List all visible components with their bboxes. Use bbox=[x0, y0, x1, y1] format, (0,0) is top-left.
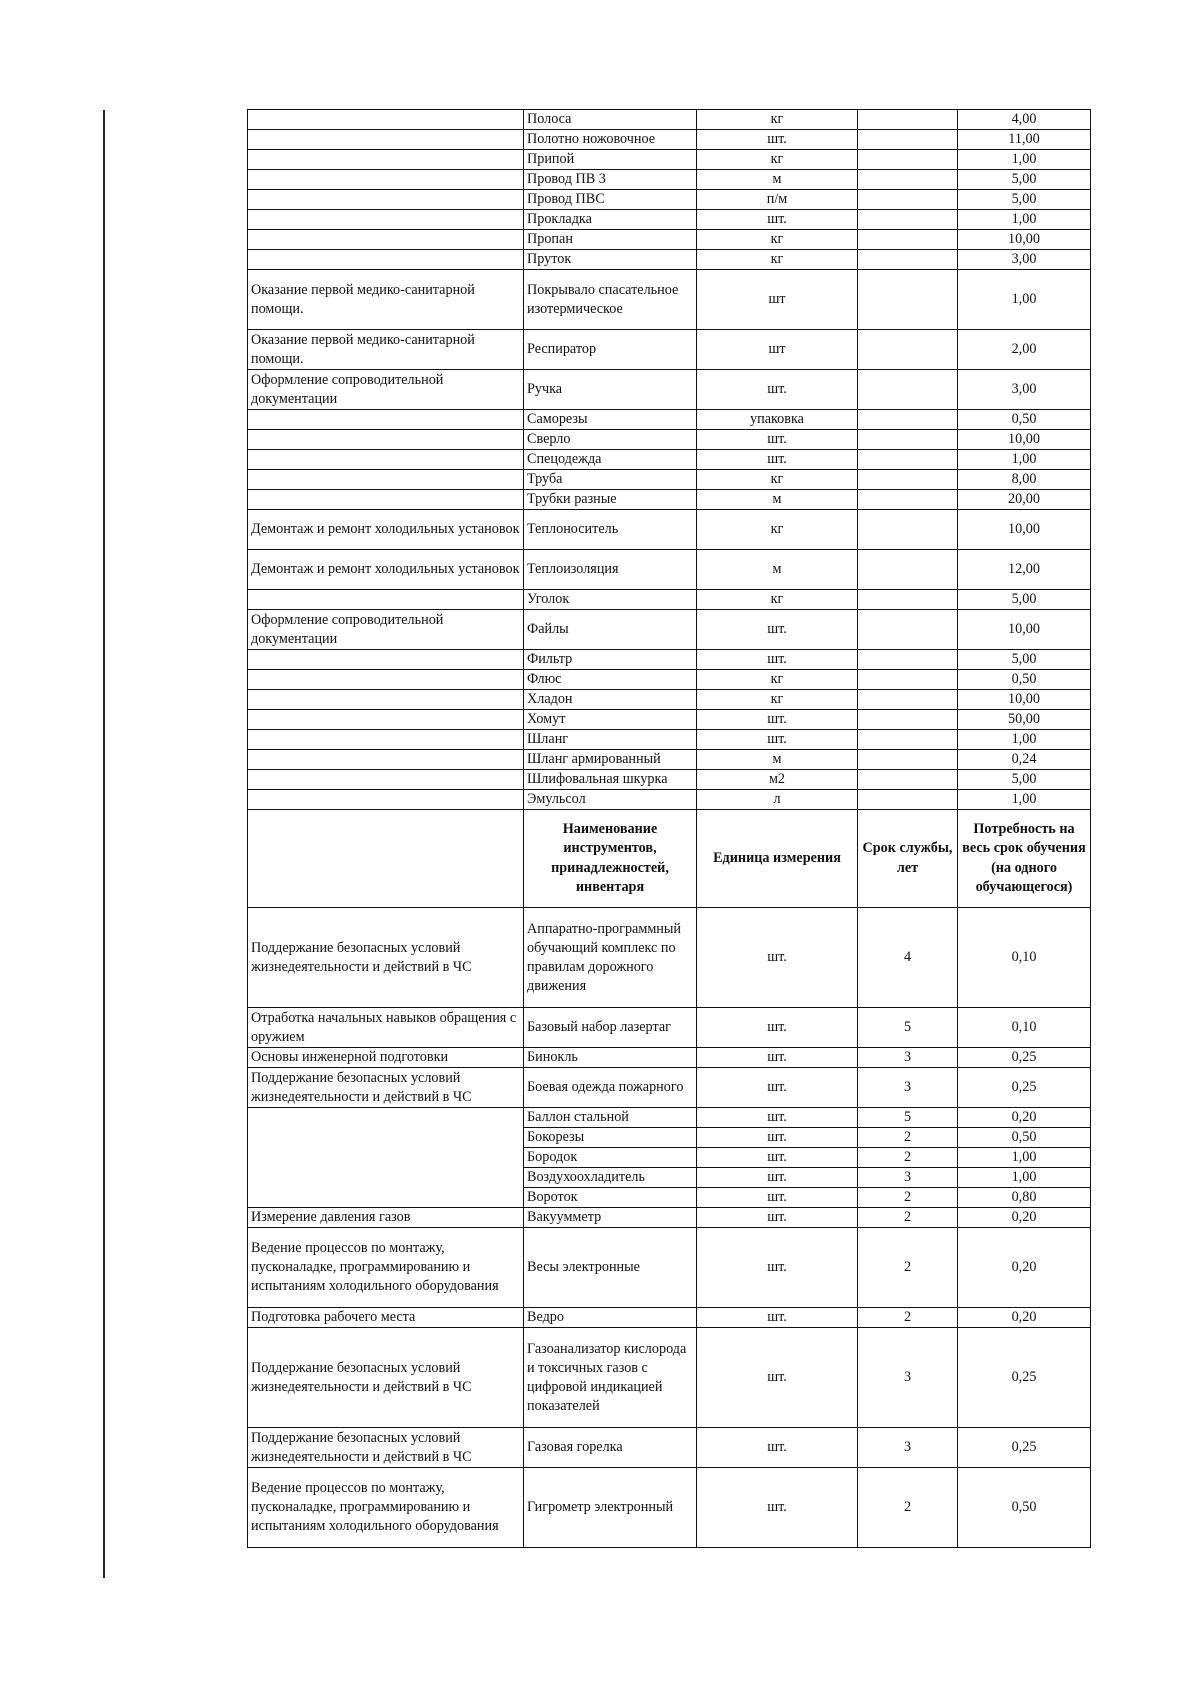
unit-cell: шт. bbox=[697, 1188, 858, 1208]
unit-cell: шт. bbox=[697, 710, 858, 730]
item-name-cell: Респиратор bbox=[524, 330, 697, 370]
unit-cell: шт. bbox=[697, 370, 858, 410]
section-cell: Отработка начальных навыков обращения с оружием bbox=[248, 1008, 524, 1048]
table-row bbox=[248, 250, 1091, 270]
item-name-cell: Хладон bbox=[524, 690, 697, 710]
item-name-cell: Полотно ножовочное bbox=[524, 130, 697, 150]
service-life-cell bbox=[858, 590, 958, 610]
unit-cell: м bbox=[697, 170, 858, 190]
item-name-cell: Эмульсол bbox=[524, 790, 697, 810]
section-cell bbox=[248, 150, 524, 170]
unit-cell: шт. bbox=[697, 650, 858, 670]
quantity-cell: 0,25 bbox=[958, 1068, 1091, 1108]
table-row bbox=[248, 150, 1091, 170]
header-quantity-cell: Потребность на весь срок обучения (на одного обучающегося) bbox=[958, 810, 1091, 908]
header-service-life-cell: Срок службы, лет bbox=[858, 810, 958, 908]
service-life-cell: 5 bbox=[858, 1108, 958, 1128]
item-name-cell: Провод ПВ 3 bbox=[524, 170, 697, 190]
service-life-cell: 4 bbox=[858, 908, 958, 1008]
section-cell: Ведение процессов по монтажу, пусконаладке, программированию и испытаниям холодильного оборудования bbox=[248, 1468, 524, 1548]
unit-cell: м bbox=[697, 550, 858, 590]
section-cell bbox=[248, 110, 524, 130]
section-cell: Оформление сопроводительной документации bbox=[248, 610, 524, 650]
quantity-cell: 1,00 bbox=[958, 450, 1091, 470]
table-row bbox=[248, 1048, 1091, 1068]
item-name-cell: Припой bbox=[524, 150, 697, 170]
section-cell bbox=[248, 410, 524, 430]
section-cell bbox=[248, 230, 524, 250]
item-name-cell: Ручка bbox=[524, 370, 697, 410]
service-life-cell bbox=[858, 410, 958, 430]
table-row bbox=[248, 1208, 1091, 1228]
item-name-cell: Фильтр bbox=[524, 650, 697, 670]
unit-cell: шт. bbox=[697, 1108, 858, 1128]
table-row bbox=[248, 230, 1091, 250]
item-name-cell: Сверло bbox=[524, 430, 697, 450]
section-cell: Демонтаж и ремонт холодильных установок bbox=[248, 510, 524, 550]
item-name-cell: Трубки разные bbox=[524, 490, 697, 510]
unit-cell: шт. bbox=[697, 1228, 858, 1308]
service-life-cell bbox=[858, 710, 958, 730]
table-row bbox=[248, 1108, 1091, 1128]
service-life-cell bbox=[858, 750, 958, 770]
section-cell bbox=[248, 470, 524, 490]
quantity-cell: 0,20 bbox=[958, 1228, 1091, 1308]
service-life-cell bbox=[858, 430, 958, 450]
unit-cell: кг bbox=[697, 510, 858, 550]
table-row bbox=[248, 908, 1091, 1008]
item-name-cell: Шлифовальная шкурка bbox=[524, 770, 697, 790]
quantity-cell: 5,00 bbox=[958, 590, 1091, 610]
table-row bbox=[248, 450, 1091, 470]
quantity-cell: 0,80 bbox=[958, 1188, 1091, 1208]
item-name-cell: Покрывало спасательное изотермическое bbox=[524, 270, 697, 330]
unit-cell: кг bbox=[697, 150, 858, 170]
quantity-cell: 0,10 bbox=[958, 908, 1091, 1008]
section-cell bbox=[248, 170, 524, 190]
service-life-cell: 3 bbox=[858, 1428, 958, 1468]
item-name-cell: Боевая одежда пожарного bbox=[524, 1068, 697, 1108]
service-life-cell bbox=[858, 550, 958, 590]
quantity-cell: 5,00 bbox=[958, 170, 1091, 190]
unit-cell: кг bbox=[697, 670, 858, 690]
unit-cell: шт. bbox=[697, 1468, 858, 1548]
item-name-cell: Шланг bbox=[524, 730, 697, 750]
quantity-cell: 10,00 bbox=[958, 610, 1091, 650]
table-row bbox=[248, 130, 1091, 150]
table-row bbox=[248, 610, 1091, 650]
item-name-cell: Полоса bbox=[524, 110, 697, 130]
table-row bbox=[248, 1468, 1091, 1548]
table-row bbox=[248, 1428, 1091, 1468]
section-cell: Поддержание безопасных условий жизнедеятельности и действий в ЧС bbox=[248, 908, 524, 1008]
service-life-cell bbox=[858, 130, 958, 150]
section-cell: Измерение давления газов bbox=[248, 1208, 524, 1228]
item-name-cell: Теплоизоляция bbox=[524, 550, 697, 590]
table-row bbox=[248, 710, 1091, 730]
quantity-cell: 12,00 bbox=[958, 550, 1091, 590]
service-life-cell bbox=[858, 730, 958, 750]
table-row bbox=[248, 470, 1091, 490]
item-name-cell: Базовый набор лазертаг bbox=[524, 1008, 697, 1048]
item-name-cell: Гигрометр электронный bbox=[524, 1468, 697, 1548]
quantity-cell: 0,50 bbox=[958, 1468, 1091, 1548]
quantity-cell: 11,00 bbox=[958, 130, 1091, 150]
section-cell: Демонтаж и ремонт холодильных установок bbox=[248, 550, 524, 590]
section-cell bbox=[248, 190, 524, 210]
quantity-cell: 2,00 bbox=[958, 330, 1091, 370]
service-life-cell bbox=[858, 450, 958, 470]
service-life-cell: 2 bbox=[858, 1128, 958, 1148]
document-page bbox=[247, 109, 1090, 1548]
item-name-cell: Прокладка bbox=[524, 210, 697, 230]
section-cell bbox=[248, 450, 524, 470]
service-life-cell bbox=[858, 790, 958, 810]
section-cell bbox=[248, 770, 524, 790]
quantity-cell: 0,50 bbox=[958, 670, 1091, 690]
service-life-cell bbox=[858, 610, 958, 650]
service-life-cell: 2 bbox=[858, 1468, 958, 1548]
table-row bbox=[248, 190, 1091, 210]
unit-cell: шт. bbox=[697, 130, 858, 150]
section-cell: Ведение процессов по монтажу, пусконаладке, программированию и испытаниям холодильного оборудования bbox=[248, 1228, 524, 1308]
service-life-cell: 2 bbox=[858, 1148, 958, 1168]
table-row bbox=[248, 410, 1091, 430]
table-row bbox=[248, 730, 1091, 750]
quantity-cell: 5,00 bbox=[958, 650, 1091, 670]
item-name-cell: Бинокль bbox=[524, 1048, 697, 1068]
service-life-cell: 3 bbox=[858, 1328, 958, 1428]
service-life-cell: 2 bbox=[858, 1208, 958, 1228]
service-life-cell bbox=[858, 190, 958, 210]
unit-cell: шт bbox=[697, 270, 858, 330]
unit-cell: шт. bbox=[697, 450, 858, 470]
unit-cell: шт. bbox=[697, 210, 858, 230]
service-life-cell bbox=[858, 150, 958, 170]
section-cell bbox=[248, 690, 524, 710]
unit-cell: шт. bbox=[697, 1328, 858, 1428]
quantity-cell: 0,20 bbox=[958, 1108, 1091, 1128]
unit-cell: шт. bbox=[697, 1048, 858, 1068]
item-name-cell: Шланг армированный bbox=[524, 750, 697, 770]
quantity-cell: 3,00 bbox=[958, 370, 1091, 410]
section-cell: Оформление сопроводительной документации bbox=[248, 370, 524, 410]
quantity-cell: 0,24 bbox=[958, 750, 1091, 770]
item-name-cell: Пропан bbox=[524, 230, 697, 250]
table-row bbox=[248, 430, 1091, 450]
section-cell: Подготовка рабочего места bbox=[248, 1308, 524, 1328]
section-cell: Поддержание безопасных условий жизнедеятельности и действий в ЧС bbox=[248, 1068, 524, 1108]
quantity-cell: 1,00 bbox=[958, 1168, 1091, 1188]
unit-cell: шт. bbox=[697, 730, 858, 750]
quantity-cell: 10,00 bbox=[958, 230, 1091, 250]
unit-cell: шт. bbox=[697, 1308, 858, 1328]
quantity-cell: 1,00 bbox=[958, 150, 1091, 170]
item-name-cell: Саморезы bbox=[524, 410, 697, 430]
quantity-cell: 5,00 bbox=[958, 770, 1091, 790]
table-row bbox=[248, 510, 1091, 550]
section-cell bbox=[248, 670, 524, 690]
quantity-cell: 10,00 bbox=[958, 690, 1091, 710]
table-row bbox=[248, 110, 1091, 130]
quantity-cell: 5,00 bbox=[958, 190, 1091, 210]
section-cell bbox=[248, 1108, 524, 1208]
service-life-cell bbox=[858, 230, 958, 250]
table-row bbox=[248, 790, 1091, 810]
quantity-cell: 0,50 bbox=[958, 410, 1091, 430]
service-life-cell bbox=[858, 690, 958, 710]
table-row bbox=[248, 590, 1091, 610]
item-name-cell: Ведро bbox=[524, 1308, 697, 1328]
unit-cell: шт. bbox=[697, 1208, 858, 1228]
header-section-cell bbox=[248, 810, 524, 908]
section-cell bbox=[248, 710, 524, 730]
quantity-cell: 0,25 bbox=[958, 1428, 1091, 1468]
table-row bbox=[248, 370, 1091, 410]
quantity-cell: 0,25 bbox=[958, 1328, 1091, 1428]
unit-cell: шт. bbox=[697, 1168, 858, 1188]
section-cell: Основы инженерной подготовки bbox=[248, 1048, 524, 1068]
unit-cell: м bbox=[697, 490, 858, 510]
unit-cell: упаковка bbox=[697, 410, 858, 430]
unit-cell: шт. bbox=[697, 1008, 858, 1048]
quantity-cell: 8,00 bbox=[958, 470, 1091, 490]
service-life-cell bbox=[858, 470, 958, 490]
quantity-cell: 4,00 bbox=[958, 110, 1091, 130]
item-name-cell: Провод ПВС bbox=[524, 190, 697, 210]
section-cell: Оказание первой медико-санитарной помощи. bbox=[248, 270, 524, 330]
service-life-cell bbox=[858, 210, 958, 230]
unit-cell: кг bbox=[697, 110, 858, 130]
item-name-cell: Бокорезы bbox=[524, 1128, 697, 1148]
item-name-cell: Баллон стальной bbox=[524, 1108, 697, 1128]
table-row bbox=[248, 330, 1091, 370]
table-row bbox=[248, 1068, 1091, 1108]
unit-cell: шт. bbox=[697, 1128, 858, 1148]
unit-cell: кг bbox=[697, 230, 858, 250]
item-name-cell: Вороток bbox=[524, 1188, 697, 1208]
quantity-cell: 3,00 bbox=[958, 250, 1091, 270]
table-row bbox=[248, 170, 1091, 190]
item-name-cell: Флюс bbox=[524, 670, 697, 690]
service-life-cell bbox=[858, 670, 958, 690]
table-row bbox=[248, 1228, 1091, 1308]
unit-cell: шт. bbox=[697, 1428, 858, 1468]
section-cell bbox=[248, 750, 524, 770]
section-cell bbox=[248, 790, 524, 810]
service-life-cell bbox=[858, 330, 958, 370]
service-life-cell bbox=[858, 370, 958, 410]
section-cell: Поддержание безопасных условий жизнедеятельности и действий в ЧС bbox=[248, 1328, 524, 1428]
quantity-cell: 1,00 bbox=[958, 790, 1091, 810]
unit-cell: кг bbox=[697, 470, 858, 490]
table-row bbox=[248, 690, 1091, 710]
table-row bbox=[248, 1308, 1091, 1328]
service-life-cell: 2 bbox=[858, 1308, 958, 1328]
header-name-cell: Наименование инструментов, принадлежностей, инвентаря bbox=[524, 810, 697, 908]
item-name-cell: Файлы bbox=[524, 610, 697, 650]
quantity-cell: 10,00 bbox=[958, 430, 1091, 450]
table-row bbox=[248, 550, 1091, 590]
item-name-cell: Вакуумметр bbox=[524, 1208, 697, 1228]
quantity-cell: 50,00 bbox=[958, 710, 1091, 730]
item-name-cell: Труба bbox=[524, 470, 697, 490]
table-row bbox=[248, 650, 1091, 670]
section-cell: Поддержание безопасных условий жизнедеятельности и действий в ЧС bbox=[248, 1428, 524, 1468]
quantity-cell: 1,00 bbox=[958, 730, 1091, 750]
table-row bbox=[248, 770, 1091, 790]
unit-cell: м bbox=[697, 750, 858, 770]
unit-cell: кг bbox=[697, 250, 858, 270]
header-unit-cell: Единица измерения bbox=[697, 810, 858, 908]
service-life-cell: 5 bbox=[858, 1008, 958, 1048]
table-row bbox=[248, 210, 1091, 230]
unit-cell: кг bbox=[697, 690, 858, 710]
page-margin-line bbox=[103, 110, 105, 1578]
quantity-cell: 1,00 bbox=[958, 210, 1091, 230]
table-row bbox=[248, 1328, 1091, 1428]
table-row bbox=[248, 1008, 1091, 1048]
quantity-cell: 1,00 bbox=[958, 1148, 1091, 1168]
section-cell bbox=[248, 210, 524, 230]
service-life-cell: 2 bbox=[858, 1188, 958, 1208]
quantity-cell: 0,25 bbox=[958, 1048, 1091, 1068]
unit-cell: п/м bbox=[697, 190, 858, 210]
quantity-cell: 0,10 bbox=[958, 1008, 1091, 1048]
service-life-cell bbox=[858, 770, 958, 790]
section-cell bbox=[248, 250, 524, 270]
item-name-cell: Воздухоохладитель bbox=[524, 1168, 697, 1188]
unit-cell: шт bbox=[697, 330, 858, 370]
item-name-cell: Газовая горелка bbox=[524, 1428, 697, 1468]
service-life-cell: 3 bbox=[858, 1048, 958, 1068]
item-name-cell: Теплоноситель bbox=[524, 510, 697, 550]
section-cell bbox=[248, 490, 524, 510]
item-name-cell: Спецодежда bbox=[524, 450, 697, 470]
section-cell bbox=[248, 730, 524, 750]
item-name-cell: Бородок bbox=[524, 1148, 697, 1168]
service-life-cell bbox=[858, 170, 958, 190]
item-name-cell: Уголок bbox=[524, 590, 697, 610]
quantity-cell: 1,00 bbox=[958, 270, 1091, 330]
table-row bbox=[248, 490, 1091, 510]
table-row bbox=[248, 270, 1091, 330]
item-name-cell: Пруток bbox=[524, 250, 697, 270]
unit-cell: шт. bbox=[697, 430, 858, 450]
service-life-cell bbox=[858, 510, 958, 550]
service-life-cell: 2 bbox=[858, 1228, 958, 1308]
service-life-cell: 3 bbox=[858, 1168, 958, 1188]
quantity-cell: 10,00 bbox=[958, 510, 1091, 550]
unit-cell: шт. bbox=[697, 908, 858, 1008]
item-name-cell: Весы электронные bbox=[524, 1228, 697, 1308]
section-cell bbox=[248, 130, 524, 150]
service-life-cell bbox=[858, 650, 958, 670]
quantity-cell: 0,20 bbox=[958, 1208, 1091, 1228]
item-name-cell: Хомут bbox=[524, 710, 697, 730]
unit-cell: шт. bbox=[697, 1148, 858, 1168]
service-life-cell bbox=[858, 270, 958, 330]
tools-header-row bbox=[248, 810, 1091, 908]
service-life-cell bbox=[858, 490, 958, 510]
unit-cell: л bbox=[697, 790, 858, 810]
section-cell: Оказание первой медико-санитарной помощи. bbox=[248, 330, 524, 370]
item-name-cell: Аппаратно-программный обучающий комплекс по правилам дорожного движения bbox=[524, 908, 697, 1008]
table-row bbox=[248, 750, 1091, 770]
unit-cell: м2 bbox=[697, 770, 858, 790]
service-life-cell bbox=[858, 250, 958, 270]
unit-cell: шт. bbox=[697, 610, 858, 650]
table-row bbox=[248, 670, 1091, 690]
section-cell bbox=[248, 650, 524, 670]
unit-cell: шт. bbox=[697, 1068, 858, 1108]
section-cell bbox=[248, 430, 524, 450]
item-name-cell: Газоанализатор кислорода и токсичных газов с цифровой индикацией показателей bbox=[524, 1328, 697, 1428]
unit-cell: кг bbox=[697, 590, 858, 610]
quantity-cell: 0,20 bbox=[958, 1308, 1091, 1328]
service-life-cell: 3 bbox=[858, 1068, 958, 1108]
section-cell bbox=[248, 590, 524, 610]
quantity-cell: 20,00 bbox=[958, 490, 1091, 510]
equipment-table bbox=[247, 109, 1091, 1548]
service-life-cell bbox=[858, 110, 958, 130]
quantity-cell: 0,50 bbox=[958, 1128, 1091, 1148]
